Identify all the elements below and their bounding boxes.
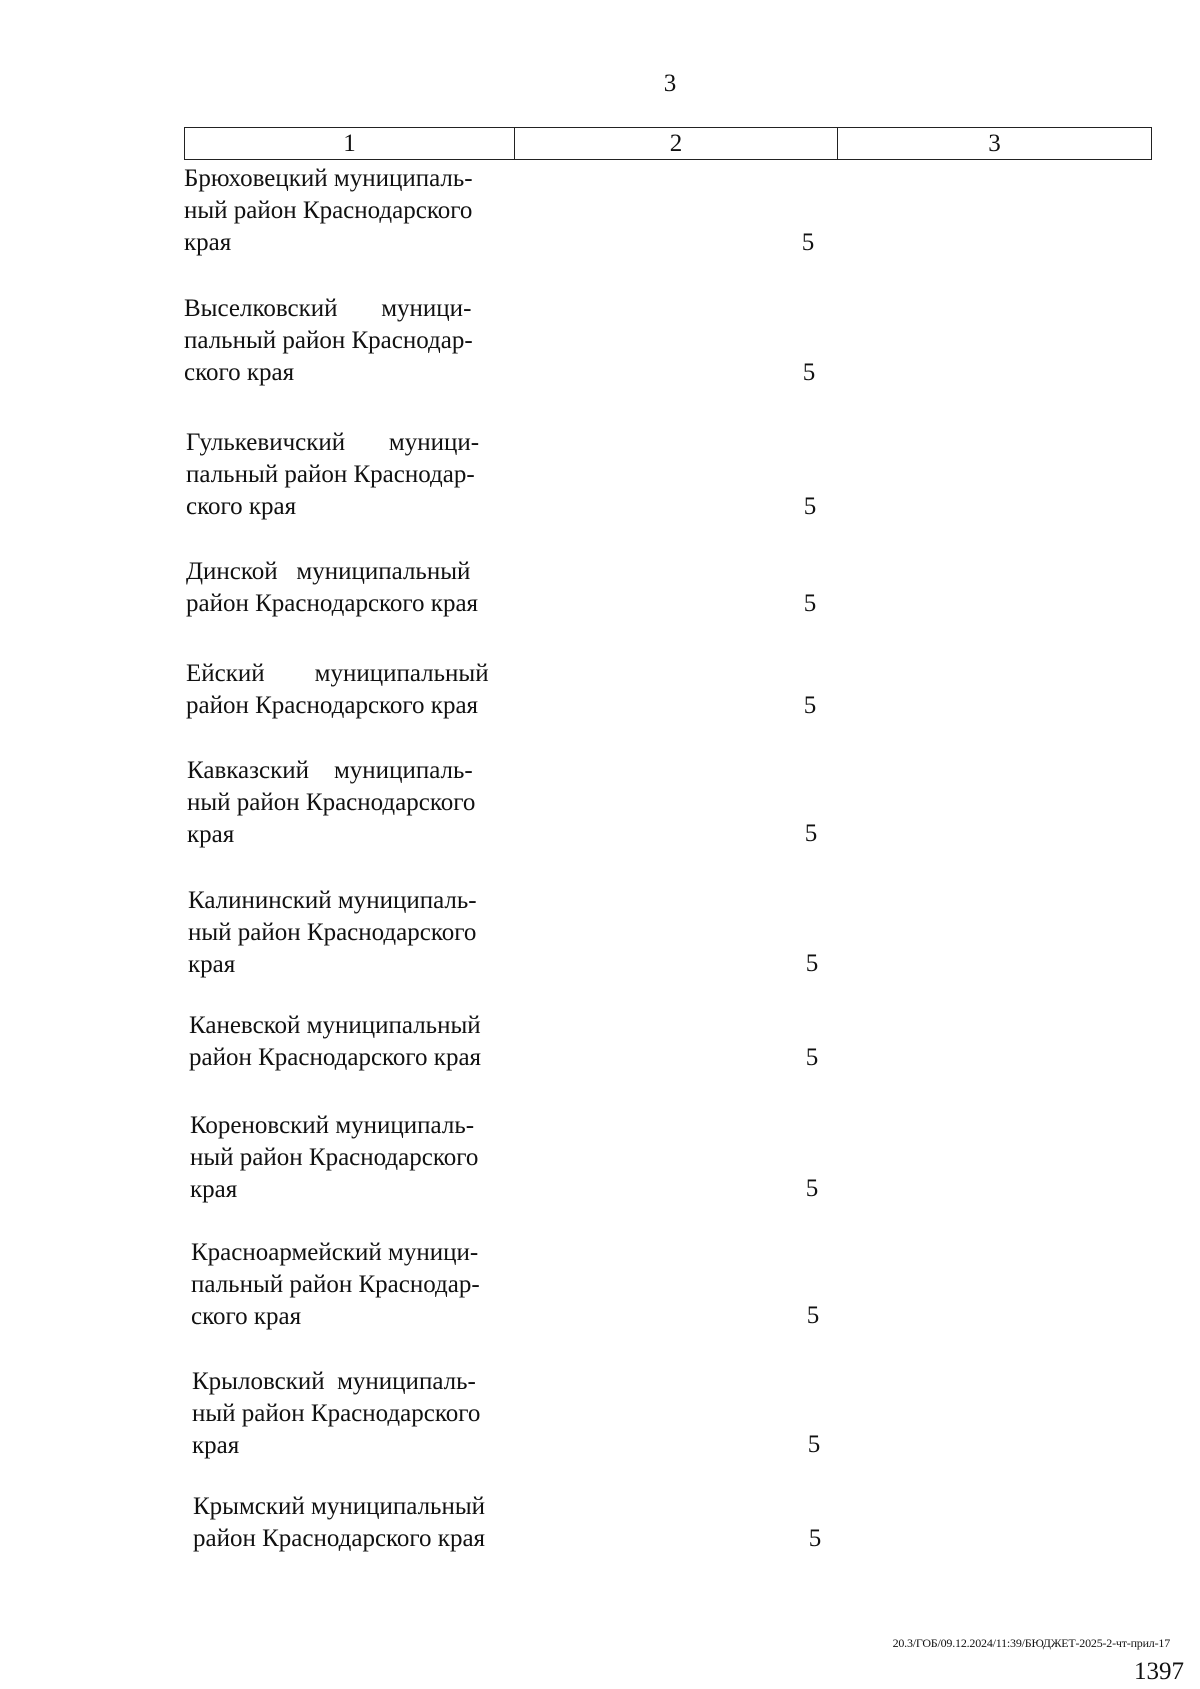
document-code: 20.3/ГОБ/09.12.2024/11:39/БЮДЖЕТ-2025-2-чт-прил-17	[892, 1636, 1170, 1650]
header-cell-2: 2	[515, 128, 838, 159]
row-name: Красноармейский муници- пальный район Краснодар- ского края	[191, 1239, 480, 1330]
header-cell-3: 3	[988, 129, 1001, 157]
footer-page-number: 1397	[1134, 1658, 1184, 1685]
row-value: 5	[808, 1525, 822, 1552]
header-cell-1: 1	[185, 128, 515, 159]
row-name: Крымский муниципальный район Краснодарского края	[193, 1493, 486, 1552]
row-value: 5	[805, 950, 819, 977]
row-value: 5	[807, 1431, 821, 1458]
row-value: 5	[806, 1302, 820, 1329]
row-value: 5	[805, 1044, 819, 1071]
table-header	[184, 127, 1152, 160]
row-name: Выселковский муници- пальный район Краснодар- ского края	[184, 295, 473, 386]
row-value: 5	[803, 692, 817, 719]
row-name: Кореновский муниципаль- ный район Краснодарского края	[190, 1112, 479, 1203]
row-name: Кавказский муниципаль- ный район Краснодарского края	[187, 757, 476, 848]
row-value: 5	[804, 820, 818, 847]
row-value: 5	[801, 229, 815, 256]
row-name: Гулькевичский муници- пальный район Краснодар- ского края	[186, 429, 480, 520]
row-name: Брюховецкий муниципаль- ный район Краснодарского края	[184, 165, 473, 256]
row-value: 5	[803, 493, 817, 520]
row-name: Каневской муниципальный район Краснодарского края	[189, 1012, 482, 1071]
row-name: Крыловский муниципаль- ный район Краснодарского края	[192, 1368, 481, 1459]
row-name: Калининский муниципаль- ный район Краснодарского края	[188, 887, 477, 978]
row-name: Динской муниципальный район Краснодарского края	[186, 558, 479, 617]
row-value: 5	[803, 590, 817, 617]
row-value: 5	[805, 1175, 819, 1202]
page-number: 3	[663, 70, 677, 97]
row-value: 5	[802, 359, 816, 386]
row-name: Ейский муниципальный район Краснодарского края	[186, 660, 489, 719]
